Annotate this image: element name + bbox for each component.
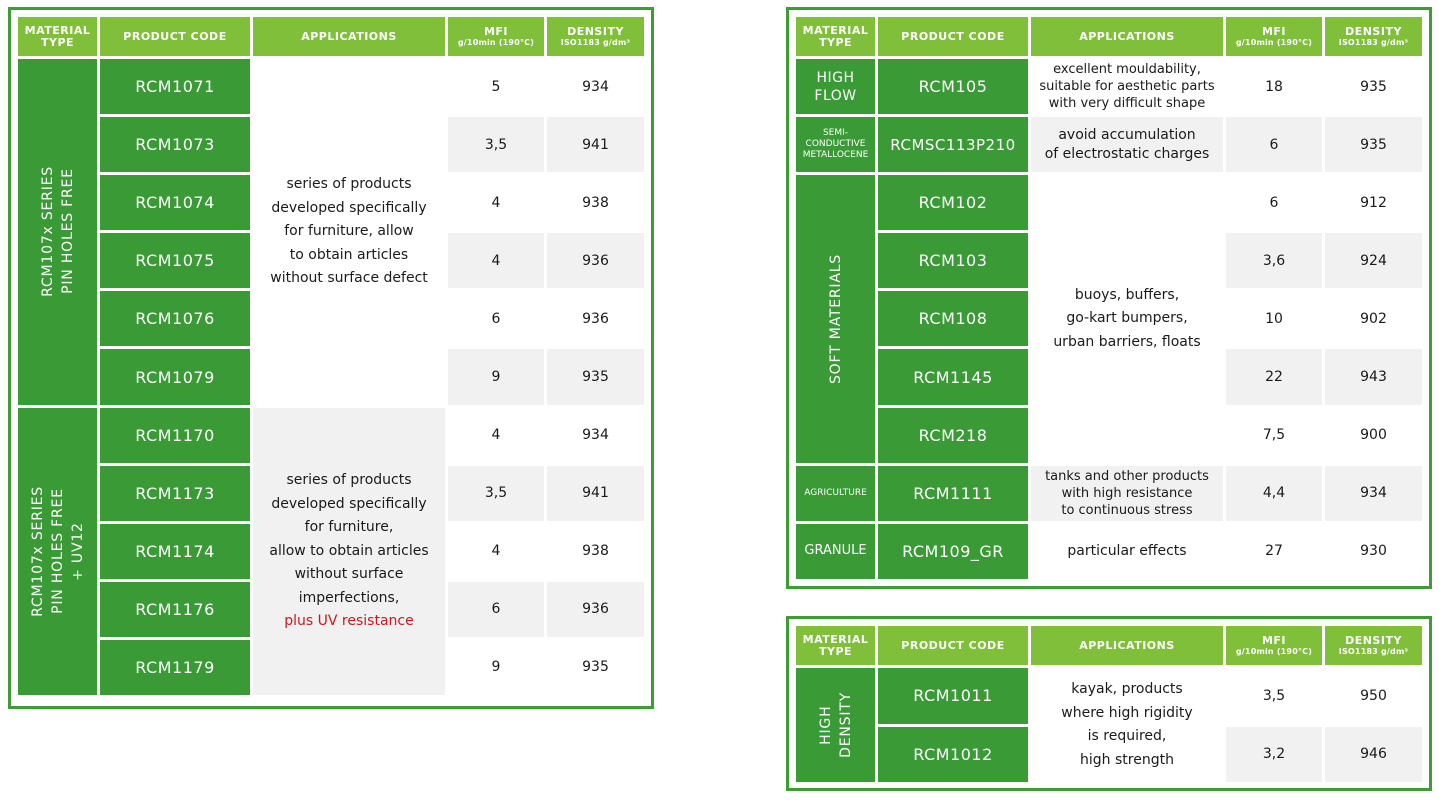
header-material-type: MATERIAL TYPE — [18, 17, 97, 56]
uv-resistance-highlight: plus UV resistance — [284, 613, 414, 630]
mfi-cell: 3,5 — [1226, 668, 1322, 724]
product-code-cell: RCM1071 — [100, 59, 250, 114]
product-code-cell: RCM1170 — [100, 408, 250, 463]
mfi-cell: 4 — [448, 524, 544, 579]
product-code-cell: RCM1074 — [100, 175, 250, 230]
mfi-cell: 3,5 — [448, 466, 544, 521]
mfi-cell: 9 — [448, 349, 544, 404]
header-density: DENSITY ISO1183 g/dm³ — [1325, 626, 1422, 665]
mfi-cell: 4,4 — [1226, 466, 1322, 521]
density-cell: 912 — [1325, 175, 1422, 230]
header-applications: APPLICATIONS — [253, 17, 445, 56]
mfi-cell: 9 — [448, 640, 544, 695]
right-table — [796, 17, 1422, 579]
mfi-cell: 3,6 — [1226, 233, 1322, 288]
density-cell: 935 — [1325, 59, 1422, 114]
header-mfi: MFI g/10min (190°C) — [1226, 626, 1322, 665]
product-code-cell: RCM109_GR — [878, 524, 1028, 579]
mfi-cell: 3,2 — [1226, 727, 1322, 783]
mfi-cell: 7,5 — [1226, 408, 1322, 463]
density-cell: 935 — [1325, 117, 1422, 172]
mfi-cell: 27 — [1226, 524, 1322, 579]
mfi-cell: 3,5 — [448, 117, 544, 172]
product-code-cell: RCM1079 — [100, 349, 250, 404]
right-table-panel — [786, 7, 1432, 589]
density-cell: 930 — [1325, 524, 1422, 579]
header-mfi: MFI g/10min (190°C) — [1226, 17, 1322, 56]
material-type-high-flow: HIGH FLOW — [796, 59, 875, 114]
mfi-cell: 4 — [448, 233, 544, 288]
mfi-cell: 18 — [1226, 59, 1322, 114]
product-code-cell: RCM102 — [878, 175, 1028, 230]
density-cell: 938 — [547, 524, 644, 579]
density-cell: 943 — [1325, 349, 1422, 404]
product-code-cell: RCM1145 — [878, 349, 1028, 404]
material-type-soft-materials: SOFT MATERIALS — [796, 175, 875, 462]
mfi-cell: 6 — [1226, 117, 1322, 172]
density-cell: 946 — [1325, 727, 1422, 783]
applications-high-flow: excellent mouldability, suitable for aesthetic parts with very difficult shape — [1031, 59, 1223, 114]
density-cell: 924 — [1325, 233, 1422, 288]
material-type-agriculture: AGRICULTURE — [796, 466, 875, 521]
applications-soft-materials: buoys, buffers, go-kart bumpers, urban barriers, floats — [1031, 175, 1223, 462]
product-code-cell: RCM1111 — [878, 466, 1028, 521]
material-type-pin-holes-free: RCM107x SERIES PIN HOLES FREE — [18, 59, 97, 405]
density-cell: 902 — [1325, 291, 1422, 346]
header-product-code: PRODUCT CODE — [878, 626, 1028, 665]
product-code-cell: RCM1174 — [100, 524, 250, 579]
mfi-cell: 6 — [1226, 175, 1322, 230]
applications-pin-holes-free: series of products developed specifically for furniture, allow to obtain articles without surface defect — [253, 59, 445, 405]
product-code-cell: RCM105 — [878, 59, 1028, 114]
applications-granule: particular effects — [1031, 524, 1223, 579]
density-cell: 938 — [547, 175, 644, 230]
density-cell: 934 — [547, 59, 644, 114]
applications-pin-holes-free-uv12: series of products developed specifically for furniture, allow to obtain articles without surface imperfections, plus UV resistance — [253, 408, 445, 695]
header-mfi: MFI g/10min (190°C) — [448, 17, 544, 56]
mfi-cell: 10 — [1226, 291, 1322, 346]
mfi-cell: 6 — [448, 291, 544, 346]
density-cell: 900 — [1325, 408, 1422, 463]
header-material-type: MATERIAL TYPE — [796, 17, 875, 56]
material-type-semi-conductive: SEMI- CONDUCTIVE METALLOCENE — [796, 117, 875, 172]
product-code-cell: RCM1075 — [100, 233, 250, 288]
density-cell: 936 — [547, 233, 644, 288]
density-cell: 935 — [547, 640, 644, 695]
product-code-cell: RCM108 — [878, 291, 1028, 346]
material-type-granule: GRANULE — [796, 524, 875, 579]
product-code-cell: RCM218 — [878, 408, 1028, 463]
mfi-cell: 4 — [448, 175, 544, 230]
mfi-cell: 5 — [448, 59, 544, 114]
material-type-pin-holes-free-uv12: RCM107x SERIES PIN HOLES FREE + UV12 — [18, 408, 97, 695]
density-cell: 941 — [547, 117, 644, 172]
density-cell: 950 — [1325, 668, 1422, 724]
density-cell: 935 — [547, 349, 644, 404]
product-code-cell: RCMSC113P210 — [878, 117, 1028, 172]
high-density-table — [796, 626, 1422, 781]
product-code-cell: RCM1173 — [100, 466, 250, 521]
product-code-cell: RCM1076 — [100, 291, 250, 346]
left-table-panel — [8, 7, 654, 709]
product-code-cell: RCM1073 — [100, 117, 250, 172]
product-code-cell: RCM1176 — [100, 582, 250, 637]
header-product-code: PRODUCT CODE — [100, 17, 250, 56]
product-code-cell: RCM103 — [878, 233, 1028, 288]
applications-agriculture: tanks and other products with high resistance to continuous stress — [1031, 466, 1223, 521]
density-cell: 936 — [547, 582, 644, 637]
density-cell: 934 — [1325, 466, 1422, 521]
product-code-cell: RCM1179 — [100, 640, 250, 695]
header-product-code: PRODUCT CODE — [878, 17, 1028, 56]
density-cell: 941 — [547, 466, 644, 521]
header-applications: APPLICATIONS — [1031, 626, 1223, 665]
product-code-cell: RCM1011 — [878, 668, 1028, 724]
applications-high-density: kayak, products where high rigidity is required, high strength — [1031, 668, 1223, 782]
header-density: DENSITY ISO1183 g/dm³ — [547, 17, 644, 56]
high-density-table-panel — [786, 616, 1432, 791]
material-type-high-density: HIGH DENSITY — [796, 668, 875, 782]
left-table — [18, 17, 644, 699]
mfi-cell: 6 — [448, 582, 544, 637]
density-cell: 936 — [547, 291, 644, 346]
header-material-type: MATERIAL TYPE — [796, 626, 875, 665]
applications-semi-conductive: avoid accumulation of electrostatic charges — [1031, 117, 1223, 172]
product-code-cell: RCM1012 — [878, 727, 1028, 783]
mfi-cell: 4 — [448, 408, 544, 463]
header-density: DENSITY ISO1183 g/dm³ — [1325, 17, 1422, 56]
mfi-cell: 22 — [1226, 349, 1322, 404]
header-applications: APPLICATIONS — [1031, 17, 1223, 56]
density-cell: 934 — [547, 408, 644, 463]
